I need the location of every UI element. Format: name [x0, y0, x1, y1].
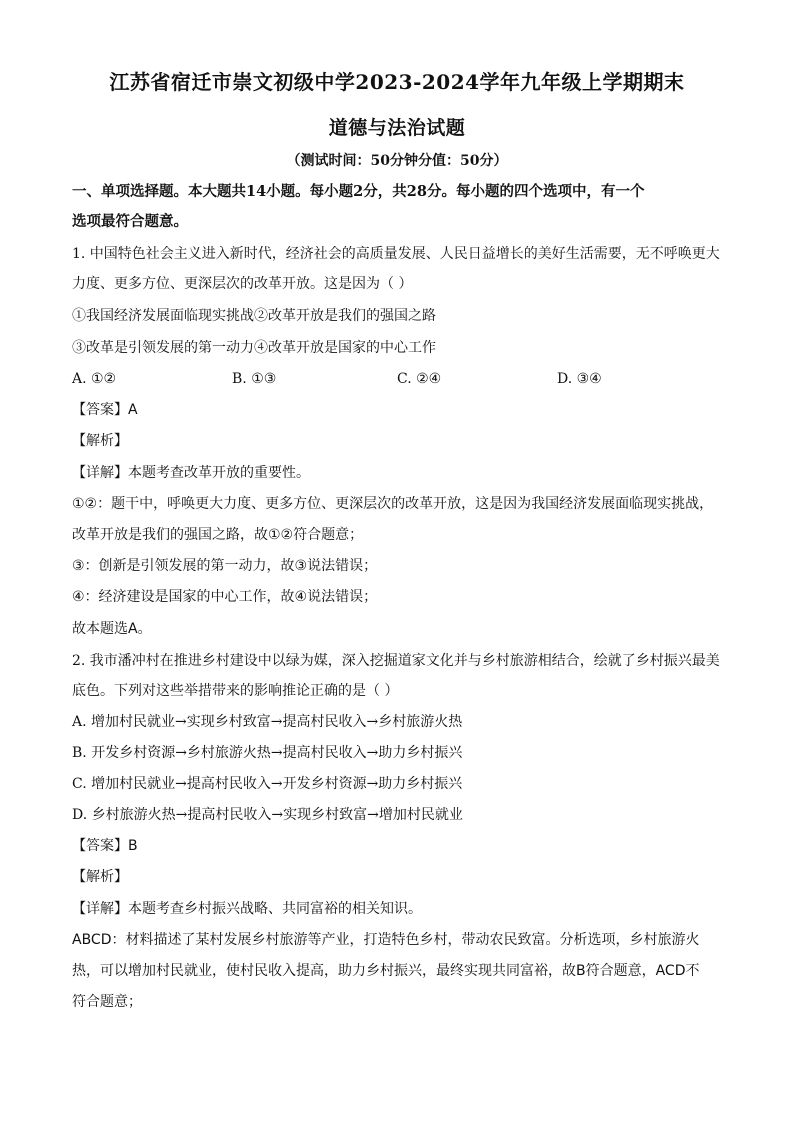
q1-option-a: A. ①② — [72, 371, 117, 387]
q1-detail: 【详解】本题考查改革开放的重要性。 — [72, 465, 310, 481]
q1-item: ①我国经济发展面临现实挑战②改革开放是我们的强国之路 — [72, 308, 436, 324]
q1-item: ③改革是引领发展的第一动力④改革开放是国家的中心工作 — [72, 340, 436, 356]
q1-explanation: ③：创新是引领发展的第一动力，故③说法错误； — [72, 558, 378, 574]
exam-title: 江苏省宿迁市崇文初级中学2023-2024学年九年级上学期期末 — [109, 70, 685, 94]
q2-explanation: 符合题意； — [72, 994, 142, 1010]
section-heading-cont: 选项最符合题意。 — [72, 213, 188, 230]
q2-answer: 【答案】B — [72, 838, 138, 854]
q1-explanation: 改革开放是我们的强国之路，故①②符合题意； — [72, 527, 364, 543]
q2-explanation: ABCD：材料描述了某村发展乡村旅游等产业，打造特色乡村，带动农民致富。分析选项，乡村旅游火 — [72, 932, 700, 948]
q1-option-b: B. ①③ — [232, 371, 277, 387]
exam-subject: 道德与法治试题 — [328, 117, 466, 139]
exam-info: （测试时间：50分钟分值：50分） — [286, 153, 508, 169]
q2-option-d: D. 乡村旅游火热→提高村民收入→实现乡村致富→增加村民就业 — [72, 807, 463, 823]
q2-option-a: A. 增加村民就业→实现乡村致富→提高村民收入→乡村旅游火热 — [72, 714, 463, 730]
q2-detail: 【详解】本题考查乡村振兴战略、共同富裕的相关知识。 — [72, 901, 422, 917]
q1-stem-cont: 力度、更多方位、更深层次的改革开放。这是因为（ ） — [72, 276, 413, 292]
q1-option-d: D. ③④ — [557, 371, 602, 387]
q1-stem: 1. 中国特色社会主义进入新时代，经济社会的高质量发展、人民日益增长的美好生活需要，无不呼唤更大 — [72, 246, 720, 262]
q1-answer: 【答案】A — [72, 402, 138, 418]
q1-option-c: C. ②④ — [397, 371, 442, 387]
q2-option-b: B. 开发乡村资源→乡村旅游火热→提高村民收入→助力乡村振兴 — [72, 745, 463, 761]
q1-conclusion: 故本题选A。 — [72, 621, 152, 637]
section-heading: 一、单项选择题。本大题共14小题。每小题2分，共28分。每小题的四个选项中，有一个 — [72, 183, 645, 200]
q2-stem: 2. 我市潘冲村在推进乡村建设中以绿为媒，深入挖掘道家文化并与乡村旅游相结合，绘就了乡村振兴最美 — [72, 653, 720, 669]
q1-analysis-label: 【解析】 — [72, 433, 128, 449]
q1-explanation: ④：经济建设是国家的中心工作，故④说法错误； — [72, 589, 378, 605]
q1-explanation: ①②：题干中，呼唤更大力度、更多方位、更深层次的改革开放，这是因为我国经济发展面临现实挑战， — [72, 496, 714, 512]
q2-option-c: C. 增加村民就业→提高村民收入→开发乡村资源→助力乡村振兴 — [72, 776, 463, 792]
q2-explanation: 热，可以增加村民就业，使村民收入提高，助力乡村振兴，最终实现共同富裕，故B符合题意，ACD不 — [72, 963, 700, 979]
q2-analysis-label: 【解析】 — [72, 869, 128, 885]
q2-stem-cont: 底色。下列对这些举措带来的影响推论正确的是（ ） — [72, 683, 399, 699]
